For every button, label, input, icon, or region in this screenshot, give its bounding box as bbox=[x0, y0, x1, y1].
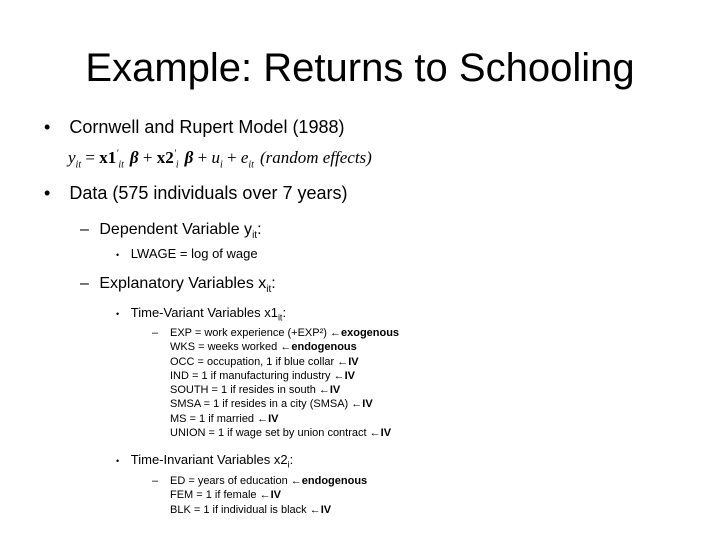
bullet-marker: • bbox=[44, 117, 51, 137]
bullet-model bbox=[44, 116, 344, 138]
time-variant-heading bbox=[116, 305, 286, 326]
eq-plus3: + bbox=[222, 148, 241, 167]
status-tag: IV bbox=[320, 503, 332, 516]
time-invariant-heading bbox=[116, 452, 293, 473]
time-invariant-label: Time-Invariant Variables x2 bbox=[130, 452, 288, 467]
eq-plus1: + bbox=[138, 148, 157, 167]
status-tag: endogenous bbox=[301, 475, 368, 487]
eq-x2-sub: i bbox=[175, 159, 179, 171]
time-invariant-sub: i bbox=[287, 459, 290, 470]
list-item: SOUTH = 1 if resides in south ←IV bbox=[170, 384, 341, 397]
list-item: BLK = 1 if individual is black ←IV bbox=[170, 503, 332, 516]
explanatory-heading-colon: : bbox=[271, 275, 276, 292]
arrow-icon: ← bbox=[309, 503, 321, 516]
eq-u: u bbox=[211, 148, 220, 167]
model-text: Cornwell and Rupert Model (1988) bbox=[69, 117, 345, 137]
eq-x2: x2 bbox=[156, 148, 174, 167]
status-tag: endogenous bbox=[291, 341, 357, 354]
status-tag: IV bbox=[270, 489, 281, 502]
arrow-icon: ← bbox=[333, 369, 345, 382]
list-item: EXP = work experience (+EXP²) ←exogenous bbox=[170, 327, 400, 339]
bullet-marker: • bbox=[116, 456, 120, 466]
status-tag: IV bbox=[380, 427, 392, 440]
data-text: Data (575 individuals over 7 years) bbox=[69, 183, 348, 203]
explanatory-heading-sub: it bbox=[266, 284, 272, 296]
eq-e-sub: it bbox=[248, 159, 254, 171]
time-variant-label: Time-Variant Variables x1 bbox=[130, 305, 278, 320]
eq-beta2: β bbox=[184, 148, 194, 167]
dash-marker: – bbox=[80, 221, 89, 238]
dependent-heading-sub: it bbox=[252, 230, 258, 242]
arrow-icon: ← bbox=[318, 384, 330, 397]
time-variant-list bbox=[170, 326, 399, 440]
list-item: WKS = weeks worked ←endogenous bbox=[170, 341, 357, 354]
list-item: FEM = 1 if female ←IV bbox=[170, 489, 281, 502]
eq-x1: x1 bbox=[99, 148, 117, 167]
status-tag: IV bbox=[362, 398, 373, 411]
dependent-item-text: LWAGE = log of wage bbox=[130, 246, 258, 261]
list-item: OCC = occupation, 1 if blue collar ←IV bbox=[170, 355, 359, 368]
list-item: UNION = 1 if wage set by union contract ←IV bbox=[170, 427, 392, 440]
eq-u-sub: i bbox=[219, 159, 223, 171]
time-variant-dash: – bbox=[152, 327, 159, 339]
eq-x1-sub: it bbox=[118, 159, 124, 171]
model-equation bbox=[68, 148, 372, 170]
time-invariant-list bbox=[170, 474, 367, 517]
status-tag: exogenous bbox=[340, 327, 400, 339]
bullet-data bbox=[44, 182, 347, 204]
dependent-heading-colon: : bbox=[257, 221, 262, 238]
eq-x2-prime: ' bbox=[173, 148, 176, 160]
bullet-marker: • bbox=[116, 250, 120, 260]
eq-note: (random effects) bbox=[259, 148, 372, 167]
arrow-icon: ← bbox=[351, 398, 363, 411]
eq-beta1: β bbox=[129, 148, 139, 167]
dependent-heading bbox=[80, 220, 262, 246]
dash-marker: – bbox=[80, 275, 89, 292]
time-variant-sub: it bbox=[277, 312, 283, 323]
status-tag: IV bbox=[348, 355, 359, 368]
arrow-icon: ← bbox=[329, 327, 341, 339]
explanatory-heading bbox=[80, 274, 276, 300]
eq-y-sub: it bbox=[75, 159, 82, 171]
status-tag: IV bbox=[268, 412, 279, 425]
dependent-heading-text: Dependent Variable y bbox=[99, 221, 253, 238]
eq-plus2: + bbox=[193, 148, 212, 167]
list-item: SMSA = 1 if resides in a city (SMSA) ←IV bbox=[170, 398, 373, 411]
dependent-item bbox=[116, 246, 258, 263]
status-tag: IV bbox=[344, 369, 355, 382]
bullet-marker: • bbox=[44, 183, 51, 203]
arrow-icon: ← bbox=[257, 412, 269, 425]
list-item: ED = years of education ←endogenous bbox=[170, 475, 368, 487]
time-invariant-colon: : bbox=[289, 452, 294, 467]
eq-equals: = bbox=[81, 148, 100, 167]
arrow-icon: ← bbox=[290, 475, 302, 487]
list-item: MS = 1 if married ←IV bbox=[170, 412, 279, 425]
explanatory-heading-text: Explanatory Variables x bbox=[99, 275, 267, 292]
time-invariant-dash: – bbox=[152, 475, 159, 487]
eq-x1-prime: ' bbox=[116, 148, 119, 160]
list-item: IND = 1 if manufacturing industry ←IV bbox=[170, 369, 355, 382]
bullet-marker: • bbox=[116, 309, 120, 319]
arrow-icon: ← bbox=[369, 427, 381, 440]
slide-title: Example: Returns to Schooling bbox=[85, 46, 635, 90]
eq-y: y bbox=[68, 148, 76, 167]
eq-e: e bbox=[240, 148, 249, 167]
time-variant-colon: : bbox=[282, 305, 287, 320]
arrow-icon: ← bbox=[259, 489, 271, 502]
arrow-icon: ← bbox=[337, 355, 349, 368]
status-tag: IV bbox=[329, 384, 341, 397]
arrow-icon: ← bbox=[280, 341, 292, 354]
